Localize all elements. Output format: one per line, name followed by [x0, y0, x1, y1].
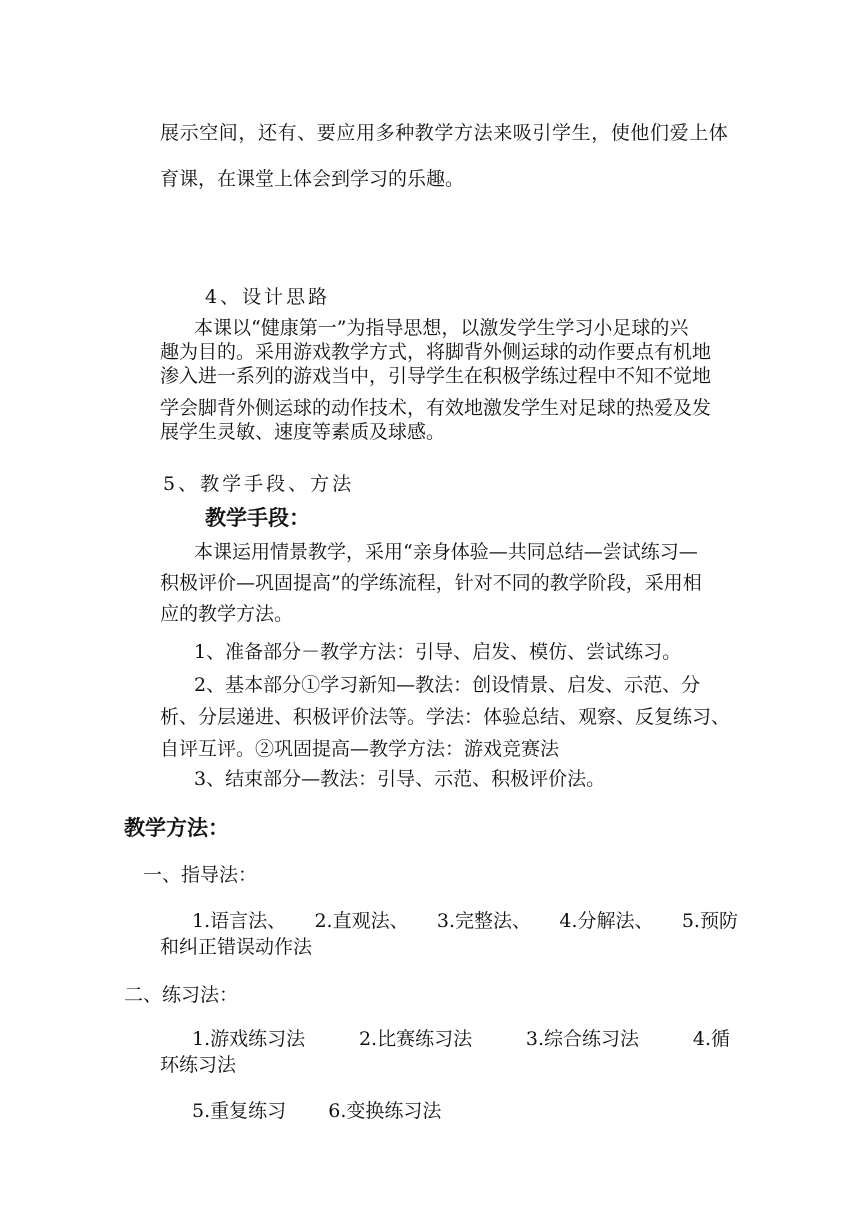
guide-items: [192, 909, 738, 933]
means-line-6: 析、分层递进、积极评价法等。学法：体验总结、观察、反复练习、: [160, 706, 731, 728]
design-line-5: 展学生灵敏、速度等素质及球感。: [160, 421, 446, 443]
guide-item: 3.完整法、: [436, 910, 532, 932]
means-line-7: 自评互评。②巩固提高—教学方法：游戏竞赛法: [160, 738, 560, 760]
means-line-8: 3、结束部分—教法：引导、示范、积极评价法。: [194, 768, 606, 790]
practice-item: 3.综合练习法: [525, 1028, 640, 1050]
means-line-5: 2、基本部分①学习新知—教法：创设情景、启发、示范、分: [194, 674, 701, 696]
guide-wrap: 和纠正错误动作法: [160, 936, 313, 958]
practice-item: 6.变换练习法: [328, 1100, 442, 1122]
design-heading: 4、设计思路: [205, 286, 331, 308]
means-subheading: 教学手段：: [205, 505, 310, 530]
methods-heading: 教学方法：: [124, 815, 229, 840]
practice-item: 5.重复练习: [192, 1100, 287, 1122]
practice-heading: 二、练习法：: [124, 984, 239, 1006]
practice-item: 2.比赛练习法: [358, 1028, 473, 1050]
means-line-1: 本课运用情景教学，采用“亲身体验—共同总结—尝试练习—: [194, 541, 698, 563]
means-line-4: 1、准备部分－教学方法：引导、启发、模仿、尝试练习。: [194, 641, 682, 663]
design-line-3: 渗入进一系列的游戏当中，引导学生在积极学练过程中不知不觉地: [160, 365, 712, 387]
guide-item: 4.分解法、: [559, 910, 654, 932]
means-line-2: 积极评价—巩固提高”的学练流程，针对不同的教学阶段，采用相: [160, 572, 702, 594]
guide-item: 5.预防: [681, 910, 738, 932]
practice-item: 4.循: [692, 1028, 730, 1050]
intro-line-1-text: 展示空间，还有、要应用多种教学方法来吸引学生，使他们爱上体: [160, 122, 729, 144]
practice-wrap: 环练习法: [160, 1054, 237, 1076]
means-heading: 5、教学手段、方法: [163, 473, 355, 495]
design-line-4: 学会脚背外侧运球的动作技术，有效地激发学生对足球的热爱及发: [160, 397, 712, 419]
guide-heading: 一、指导法：: [143, 864, 258, 886]
practice-items: [192, 1027, 730, 1051]
practice-items-2: [192, 1099, 441, 1123]
practice-item: 1.游戏练习法: [192, 1028, 306, 1050]
guide-item: 1.语言法、: [192, 910, 287, 932]
intro-line-1: [160, 121, 738, 145]
design-line-2: 趣为目的。采用游戏教学方式，将脚背外侧运球的动作要点有机地: [160, 341, 712, 363]
design-line-1: 本课以“健康第一”为指导思想，以激发学生学习小足球的兴: [194, 317, 689, 339]
means-line-3: 应的教学方法。: [160, 603, 294, 625]
intro-line-2: 育课，在课堂上体会到学习的乐趣。: [160, 168, 465, 190]
guide-item: 2.直观法、: [314, 910, 409, 932]
